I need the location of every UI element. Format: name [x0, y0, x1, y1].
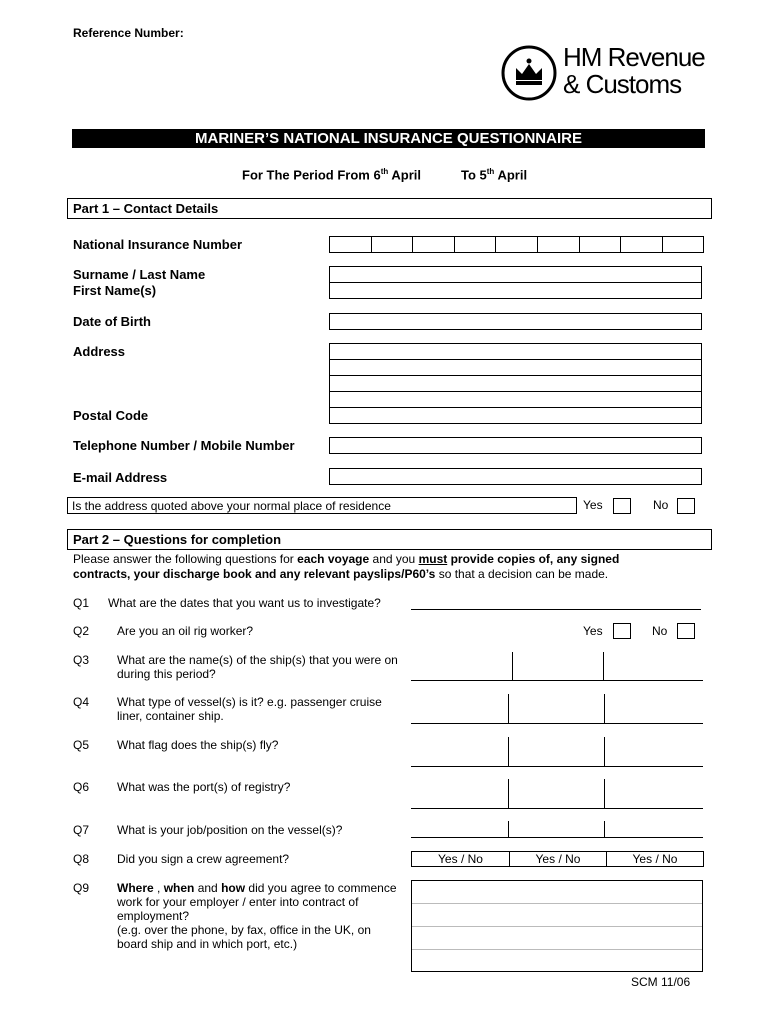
logo-text-line1: HM Revenue	[563, 42, 705, 72]
email-label: E-mail Address	[73, 470, 168, 485]
divider	[371, 237, 372, 252]
address-line-1[interactable]	[329, 343, 702, 360]
divider	[508, 737, 509, 766]
q1-answer-line[interactable]	[411, 609, 701, 610]
address-line-3[interactable]	[329, 375, 702, 392]
q8-option-1[interactable]: Yes / No	[438, 852, 483, 866]
residence-yes-label: Yes	[583, 498, 603, 512]
ni-number-label: National Insurance Number	[73, 237, 243, 252]
divider	[495, 237, 496, 252]
q5-text: What flag does the ship(s) fly?	[117, 738, 279, 752]
q8-text: Did you sign a crew agreement?	[117, 852, 290, 866]
period-from-text: For The Period From 6	[242, 167, 381, 183]
divider	[662, 237, 663, 252]
residence-no-label: No	[653, 498, 669, 512]
email-field[interactable]	[329, 468, 702, 485]
crown-icon	[500, 44, 558, 102]
q3-number: Q3	[73, 653, 90, 667]
q4-text: What type of vessel(s) is it? e.g. passenger cruise liner, container ship.	[117, 695, 382, 723]
period-to-text: To 5	[461, 167, 487, 183]
q3-text: What are the name(s) of the ship(s) that you were on during this period?	[117, 653, 398, 681]
q3-answer-field[interactable]	[411, 652, 703, 681]
q9-when: when	[163, 881, 195, 895]
period-to	[461, 167, 527, 182]
period-to-sup: th	[486, 167, 495, 176]
q8-option-3[interactable]: Yes / No	[632, 852, 678, 866]
part1-heading-box	[67, 198, 712, 219]
q7-text: What is your job/position on the vessel(s)?	[117, 823, 343, 837]
part2-heading: Part 2 – Questions for completion	[73, 532, 282, 547]
residence-yes-checkbox[interactable]	[613, 498, 631, 514]
divider	[604, 779, 605, 808]
postal-code-field[interactable]	[329, 407, 702, 424]
q5-answer-field[interactable]	[411, 737, 703, 767]
surname-field[interactable]	[329, 266, 702, 283]
intro-text: Please answer the following questions for	[73, 552, 298, 566]
q2-text: Are you an oil rig worker?	[117, 624, 254, 638]
divider	[454, 237, 455, 252]
intro-text: and you	[369, 552, 419, 566]
q9-text-part: and	[194, 881, 222, 895]
q9-where: Where	[117, 881, 154, 895]
answer-line	[411, 680, 703, 681]
q1-text: What are the dates that you want us to investigate?	[108, 596, 381, 610]
q9-how: how	[221, 881, 246, 895]
address-line-2[interactable]	[329, 359, 702, 376]
firstname-field[interactable]	[329, 282, 702, 299]
q9-text-part: did you agree to commence work for your employer / enter into contract of employment?	[117, 881, 397, 923]
divider	[579, 237, 580, 252]
dob-field[interactable]	[329, 313, 702, 330]
dob-label: Date of Birth	[73, 314, 151, 329]
intro-bold-each-voyage: each voyage	[297, 552, 370, 566]
intro-bold-documents: provide copies of, any signed contracts, your discharge book and any relevant payslips/P60’s	[73, 552, 620, 581]
q8-answer-table	[411, 851, 704, 867]
q6-text: What was the port(s) of registry?	[117, 780, 291, 794]
divider	[412, 949, 702, 950]
hmrc-logo	[500, 44, 730, 102]
answer-line	[411, 766, 703, 767]
q7-answer-field[interactable]	[411, 821, 703, 838]
divider	[620, 237, 621, 252]
answer-line	[411, 723, 703, 724]
period-from-sup: th	[380, 167, 389, 176]
divider	[537, 237, 538, 252]
answer-line	[411, 837, 703, 838]
intro-bold-must: must	[418, 552, 448, 566]
address-line-4[interactable]	[329, 391, 702, 408]
q9-number: Q9	[73, 881, 90, 895]
q6-number: Q6	[73, 780, 90, 794]
q9-text-part: ,	[153, 881, 164, 895]
q4-number: Q4	[73, 695, 90, 709]
residence-question: Is the address quoted above your normal place of residence	[72, 499, 391, 513]
period-from	[242, 167, 421, 182]
q8-number: Q8	[73, 852, 90, 866]
q6-answer-field[interactable]	[411, 779, 703, 809]
form-title: MARINER’S NATIONAL INSURANCE QUESTIONNAIRE	[72, 129, 705, 148]
q2-no-checkbox[interactable]	[677, 623, 695, 639]
period-from-month: April	[391, 167, 422, 183]
postal-code-label: Postal Code	[73, 408, 149, 423]
divider	[508, 821, 509, 837]
divider	[604, 737, 605, 766]
part1-heading: Part 1 – Contact Details	[73, 201, 219, 216]
residence-no-checkbox[interactable]	[677, 498, 695, 514]
form-code: SCM 11/06	[631, 975, 691, 989]
divider	[604, 694, 605, 723]
q8-option-2[interactable]: Yes / No	[535, 852, 581, 866]
firstname-label: First Name(s)	[73, 283, 157, 298]
q9-example: (e.g. over the phone, by fax, office in the UK, on board ship and in which port, etc.)	[117, 923, 371, 951]
divider	[512, 652, 513, 680]
part2-heading-box	[67, 529, 712, 550]
logo-text-line2: & Customs	[563, 69, 682, 99]
ni-number-field[interactable]	[329, 236, 704, 253]
divider	[412, 237, 413, 252]
reference-number-label: Reference Number:	[73, 26, 184, 40]
divider	[604, 821, 605, 837]
q2-no-label: No	[652, 624, 668, 638]
q5-number: Q5	[73, 738, 90, 752]
divider	[412, 903, 702, 904]
divider	[508, 779, 509, 808]
q9-text	[117, 881, 402, 951]
phone-label: Telephone Number / Mobile Number	[73, 438, 295, 453]
q1-number: Q1	[73, 596, 90, 610]
residence-question-box	[67, 497, 577, 514]
divider	[508, 694, 509, 723]
intro-text: so that a decision can be made.	[435, 567, 609, 581]
q7-number: Q7	[73, 823, 90, 837]
q4-answer-field[interactable]	[411, 694, 703, 724]
divider	[412, 926, 702, 927]
q9-answer-box[interactable]	[411, 880, 703, 972]
divider	[603, 652, 604, 680]
part2-intro	[73, 552, 673, 582]
q2-number: Q2	[73, 624, 90, 638]
answer-line	[411, 808, 703, 809]
q2-yes-checkbox[interactable]	[613, 623, 631, 639]
period-to-month: April	[497, 167, 528, 183]
phone-field[interactable]	[329, 437, 702, 454]
address-label: Address	[73, 344, 126, 359]
q2-yes-label: Yes	[583, 624, 603, 638]
surname-label: Surname / Last Name	[73, 267, 206, 282]
